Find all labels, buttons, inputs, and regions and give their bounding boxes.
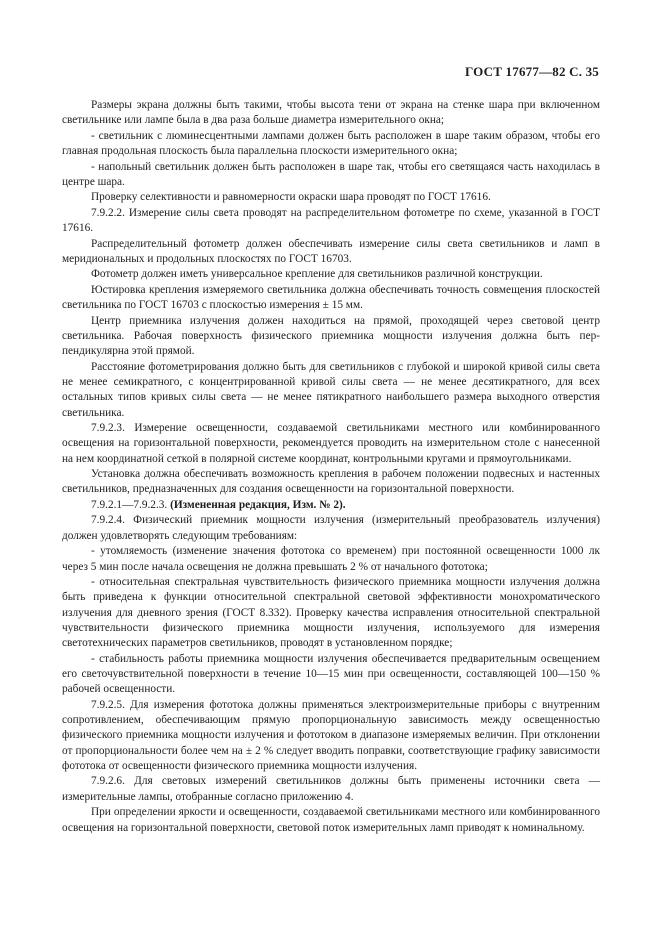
paragraph: 7.9.2.6. Для световых измерений светильников должны быть применены источники света — измерительные лампы, отобранные согласно приложению 4. bbox=[62, 775, 600, 803]
paragraph: - утомляемость (изменение значения фототока со временем) при постоянной освещенности 1000 лк через 5 мин после начала освещения не должна превышать 2 % от начального фототока; bbox=[62, 545, 600, 573]
document-body bbox=[62, 98, 600, 836]
paragraph: 7.9.2.3. Измерение освещенности, создаваемой светильниками местного или комбинированного освещения на горизонтальной поверхности, рекомендуется проводить на измерительном столе с нанесенной на нем координатной сеткой в полярной системе координат, контрольными кругами и прямоугольниками. bbox=[62, 422, 600, 465]
paragraph: - относительная спектральная чувствительность физического приемника мощности излучения должна быть приведена к функции относительной спектральной световой эффективности монохроматического излучения для дневного зрения (ГОСТ 8.332). Проверку качества исправления относительной спектральной чувствительности физического приемника мощности излучения, используемого для измерения светотехнических параметров светильников, проводят в установленном порядке; bbox=[62, 576, 600, 650]
paragraph: 7.9.2.2. Измерение силы света проводят на распределительном фотометре по схеме, указанной в ГОСТ 17616. bbox=[62, 206, 600, 235]
paragraph: Центр приемника излучения должен находиться на прямой, проходящей через световой центр светильника. Рабочая поверхность физического приемника мощности излучения должна быть перпендикулярна этой прямой. bbox=[62, 314, 600, 358]
paragraph: Распределительный фотометр должен обеспечивать измерение силы света светильников и ламп в меридиональных и продольных плоскостях по ГОСТ 16703. bbox=[62, 237, 600, 265]
paragraph: Фотометр должен иметь универсальное крепление для светильников различной конструкции. bbox=[91, 268, 543, 281]
paragraph: Проверку селективности и равномерности окраски шара проводят по ГОСТ 17616. bbox=[91, 191, 491, 204]
page-header: ГОСТ 17677—82 С. 35 bbox=[465, 64, 599, 79]
paragraph: - светильник с люминесцентными лампами должен быть расположен в шаре таким образом, чтобы его главная продольная плоскость была параллельна плоскости измерительного окна; bbox=[62, 129, 600, 158]
paragraph: Юстировка крепления измеряемого светильника должна обеспечивать точность совмещения плоскостей светильника по ГОСТ 16703 с плоскостью измерения ± 15 мм. bbox=[62, 283, 600, 312]
amendment-range: 7.9.2.1—7.9.2.3. bbox=[91, 498, 168, 511]
amendment-note bbox=[62, 498, 600, 513]
paragraph: Размеры экрана должны быть такими, чтобы высота тени от экрана на стенке шара при включенном светильнике или лампе была в два раза больше диаметра измерительного окна; bbox=[62, 99, 600, 127]
paragraph: Расстояние фотометрирования должно быть для светильников с глубокой и широкой кривой силы света не менее семикратного, с концентрированной кривой силы света — не менее десятикратного, для всех остальных типов кривых силы света — не менее пятикратного наибольшего размера выходного отверстия светильника. bbox=[62, 360, 600, 419]
paragraph: 7.9.2.5. Для измерения фототока должны применяться электроизмерительные приборы с внутренним сопротивлением, обеспечивающим прямую пропорциональную зависимость между освещенностью физического приемника мощности излучения и фототоком в диапазоне измеряемых величин. При отклонении от пропорциональности более чем на ± 2 % следует вводить поправки, соответствующие графику зависимости фототока от освещенности физического приемника мощности излучения. bbox=[62, 698, 600, 772]
paragraph: 7.9.2.4. Физический приемник мощности излучения (измерительный преобразователь излучения) должен удовлетворять следующим требованиям: bbox=[62, 514, 600, 542]
paragraph: - стабильность работы приемника мощности излучения обеспечивается предварительным освещением его светочувствительной поверхности в течение 10—15 мин при освещенности, составляющей 100—150 % рабочей освещенности. bbox=[62, 652, 600, 696]
paragraph: При определении яркости и освещенности, создаваемой светильниками местного или комбинированного освещения на горизонтальной поверхности, световой поток измерительных ламп приводят к номинальному. bbox=[62, 806, 600, 834]
paragraph: Установка должна обеспечивать возможность крепления в рабочем положении подвесных и настенных светильников, предназначенных для создания освещенности на горизонтальной поверхности. bbox=[62, 468, 600, 496]
amendment-text: (Измененная редакция, Изм. № 2). bbox=[170, 498, 346, 511]
paragraph: - напольный светильник должен быть расположен в шаре так, чтобы его светящаяся часть находилась в центре шара. bbox=[62, 160, 600, 188]
